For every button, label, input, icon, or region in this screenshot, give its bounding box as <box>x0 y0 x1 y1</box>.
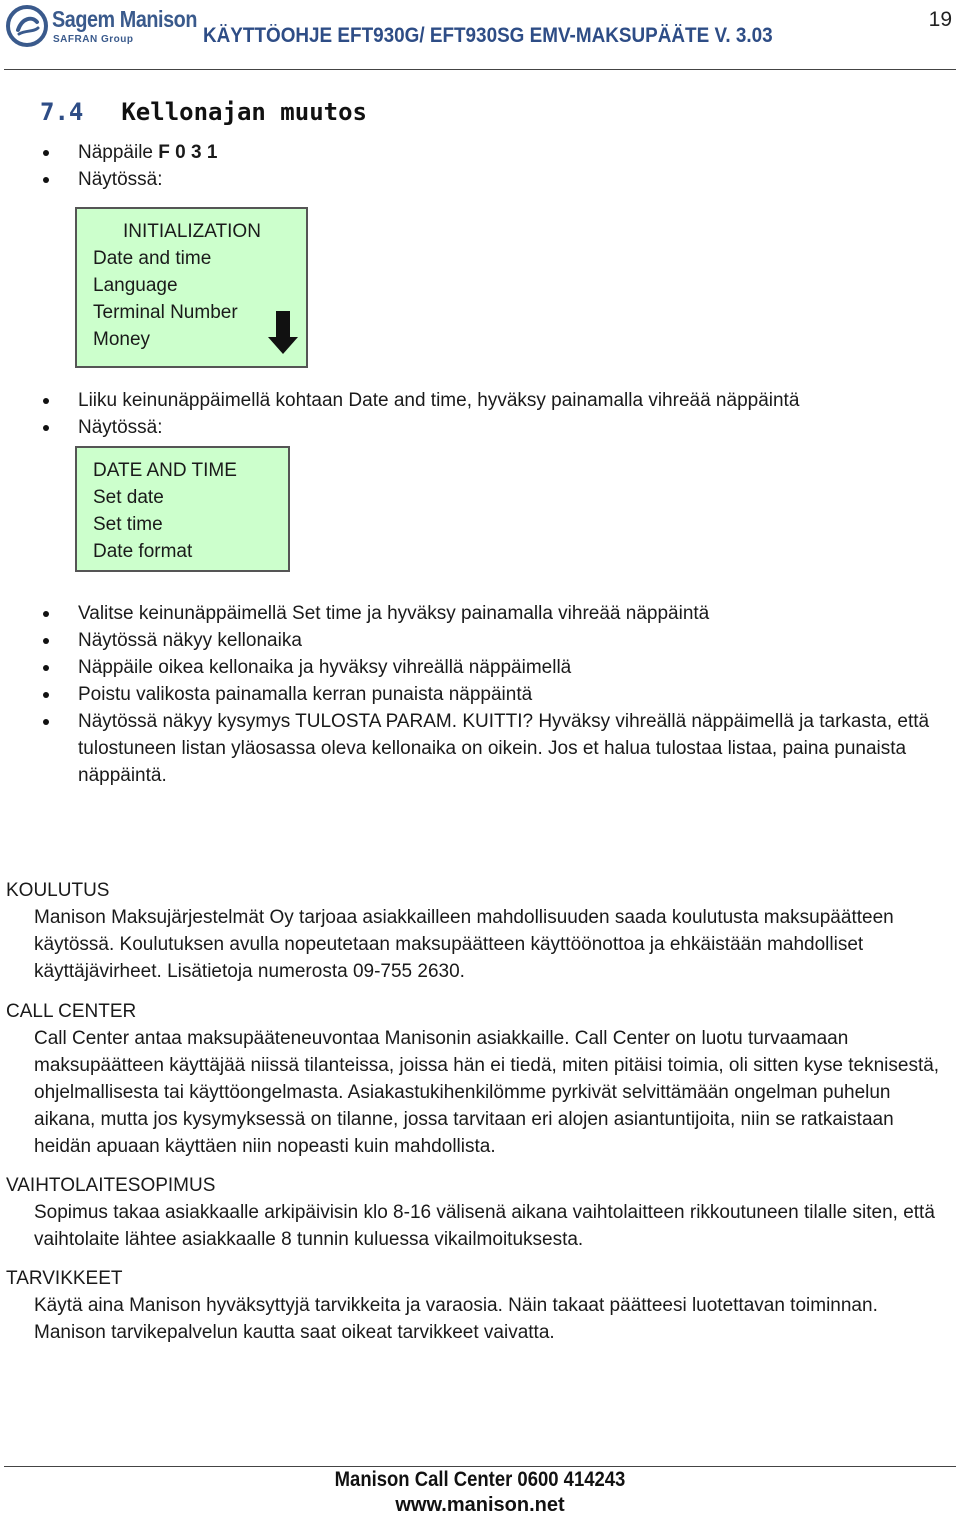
screen-menu-item: Terminal Number <box>93 302 238 323</box>
header-rule <box>4 69 956 70</box>
section-number: 7.4 <box>40 98 84 126</box>
brand-name: Sagem Manison <box>52 6 198 32</box>
terminal-screen-date-and-time <box>75 446 290 572</box>
steps-list-c <box>0 600 950 789</box>
info-section-call-center <box>6 998 946 1160</box>
footer-rule <box>4 1466 956 1467</box>
info-heading: VAIHTOLAITESOPIMUS <box>6 1175 216 1196</box>
down-arrow-icon <box>266 311 300 355</box>
list-item: Näytössä: <box>0 166 217 193</box>
list-item: Valitse keinunäppäimellä Set time ja hyväksy painamalla vihreää näppäintä <box>0 600 950 627</box>
screen-title: INITIALIZATION <box>123 221 261 242</box>
screen-menu-item: Set date <box>93 487 164 508</box>
info-body: Sopimus takaa asiakkaalle arkipäivisin klo 8-16 välisenä aikana vaihtolaitteen rikkoutuneen tilalle siten, että vaihtolaite lähtee asiakkaalle 8 tunnin kuluessa vikailmoituksesta. <box>34 1202 935 1250</box>
screen-menu-item: Date format <box>93 541 193 562</box>
step-text: Näppäile <box>78 142 159 163</box>
list-item: Näytössä näkyy kysymys TULOSTA PARAM. KUITTI? Hyväksy vihreällä näppäimellä ja tarkasta, että tulostuneen listan yläosassa oleva kellonaika on oikein. Jos et halua tulostaa listaa, paina punaista näppäintä. <box>0 708 950 789</box>
info-section-supplies <box>6 1265 946 1346</box>
info-heading: TARVIKKEET <box>6 1268 123 1289</box>
screen-title: DATE AND TIME <box>93 460 237 481</box>
document-title: KÄYTTÖOHJE EFT930G/ EFT930SG EMV-MAKSUPÄÄTE V. 3.03 <box>203 24 773 47</box>
screen-menu-item: Money <box>93 329 151 350</box>
brand-subtitle: SAFRAN Group <box>53 34 134 45</box>
info-body: Call Center antaa maksupääteneuvontaa Manisonin asiakkaille. Call Center on luotu turvaamaan maksupäätteen käyttäjää niissä tilanteissa, joissa hän ei tiedä, miten pitäisi toimia, oli sitten kyse teknisestä, ohjelmallisesta tai käyttöongelmasta. Asiakastukihenkilömme pyrkivät selvittämään ongelman puhelun aikana, mutta jos kysymyksessä on tilanne, jossa tarvitaan eri alojen asiantuntijoita, niin se ratkaistaan heidän apuaan käyttäen niin nopeasti kuin mahdollista. <box>34 1028 940 1157</box>
list-item <box>0 139 217 166</box>
info-section-replacement <box>6 1172 946 1253</box>
list-item: Liiku keinunäppäimellä kohtaan Date and time, hyväksy painamalla vihreää näppäintä <box>0 387 799 414</box>
info-section-training <box>6 877 946 985</box>
screen-menu-item: Language <box>93 275 178 296</box>
screen-menu-item: Set time <box>93 514 163 535</box>
key-sequence: F 0 3 1 <box>158 142 218 163</box>
info-body: Käytä aina Manison hyväksyttyjä tarvikkeita ja varaosia. Näin takaat päätteesi luotettavan toiminnan. Manison tarvikepalvelun kautta saat oikeat tarvikkeet vaivatta. <box>34 1295 878 1343</box>
section-title: Kellonajan muutos <box>121 98 367 126</box>
info-body: Manison Maksujärjestelmät Oy tarjoaa asiakkailleen mahdollisuuden saada koulutusta maksupäätteen käytössä. Koulutuksen avulla nopeutetaan maksupäätteen käyttöönottoa ja ehkäistään mahdolliset käyttäjävirheet. Lisätietoja numerosta 09-755 2630. <box>34 907 894 982</box>
list-item: Näppäile oikea kellonaika ja hyväksy vihreällä näppäimellä <box>0 654 950 681</box>
footer-website-link[interactable]: www.manison.net <box>395 1494 565 1516</box>
list-item: Näytössä näkyy kellonaika <box>0 627 950 654</box>
info-heading: KOULUTUS <box>6 880 110 901</box>
brand-logo <box>6 4 202 48</box>
footer-phone: Manison Call Center 0600 414243 <box>334 1468 626 1491</box>
screen-menu-item: Date and time <box>93 248 212 269</box>
list-item: Poistu valikosta painamalla kerran punaista näppäintä <box>0 681 950 708</box>
section-heading <box>40 98 367 126</box>
list-item: Näytössä: <box>0 414 799 441</box>
steps-list-b <box>0 387 799 441</box>
sagem-logo-icon <box>6 4 50 48</box>
info-heading: CALL CENTER <box>6 1001 137 1022</box>
steps-list-a <box>0 139 217 193</box>
page-number: 19 <box>928 8 952 31</box>
